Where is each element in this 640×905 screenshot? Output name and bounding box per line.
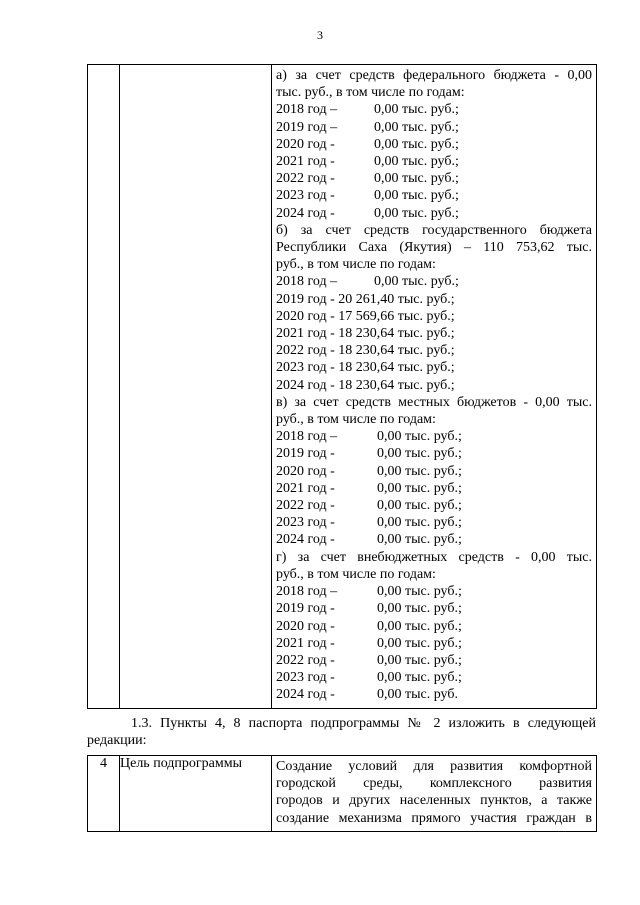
funding-year-row [276, 428, 592, 445]
year-amount: 0,00 тыс. руб.; [377, 429, 462, 445]
year-amount: 0,00 тыс. руб.; [377, 635, 462, 651]
goal-label: Цель подпрограммы [120, 756, 272, 832]
funding-year-row [276, 531, 592, 548]
funding-year-row [276, 635, 592, 652]
funding-year-row [276, 618, 592, 635]
year-label: 2024 год - 18 230,64 тыс. руб.; [276, 377, 455, 393]
subprogram-goal-table [87, 755, 597, 832]
year-amount: 0,00 тыс. руб.; [374, 171, 459, 187]
funding-year-row [276, 342, 592, 359]
funding-year-row [276, 600, 592, 617]
funding-year-row [276, 445, 592, 462]
year-label: 2018 год – [276, 429, 338, 445]
paragraph-line-2: редакции: [87, 733, 147, 749]
funding-header-line: а) за счет средств федерального бюджета - 0,00 [276, 68, 592, 83]
year-label: 2021 год - 18 230,64 тыс. руб.; [276, 326, 455, 342]
funding-year-row [276, 101, 592, 118]
amendment-paragraph [87, 715, 596, 749]
year-label: 2021 год - [276, 635, 335, 651]
year-label: 2020 год - [276, 618, 335, 634]
funding-year-row [276, 325, 592, 342]
number-cell [88, 65, 120, 709]
funding-year-row [276, 308, 592, 325]
year-label: 2024 год - [276, 687, 335, 703]
goal-text-cell [272, 756, 597, 832]
year-label: 2023 год - [276, 188, 335, 204]
year-amount: 0,00 тыс. руб.; [377, 601, 462, 617]
funding-details [272, 65, 596, 708]
year-amount: 0,00 тыс. руб.; [377, 618, 462, 634]
year-label: 2024 год - [276, 532, 335, 548]
goal-text-line: городов и других населенных пунктов, а также [276, 793, 592, 809]
funding-year-row [276, 136, 592, 153]
year-label: 2023 год - [276, 515, 335, 531]
year-label: 2022 год - [276, 171, 335, 187]
year-amount: 0,00 тыс. руб.; [377, 446, 462, 462]
year-label: 2018 год – [276, 102, 338, 118]
year-amount: 0,00 тыс. руб.; [377, 532, 462, 548]
goal-text-line: Создание условий для развития комфортной [276, 759, 592, 774]
year-amount: 0,00 тыс. руб.; [377, 480, 462, 496]
year-label: 2019 год - [276, 601, 335, 617]
funding-year-row [276, 463, 592, 480]
funding-year-row [276, 291, 592, 308]
year-amount: 0,00 тыс. руб.; [377, 670, 462, 686]
year-amount: 0,00 тыс. руб. [377, 687, 458, 703]
page-number: 3 [317, 28, 323, 42]
funding-header-line: руб., в том числе по годам: [276, 412, 436, 428]
funding-year-row [276, 119, 592, 136]
funding-header-line: б) за счет средств государственного бюджета [276, 222, 592, 238]
funding-year-row [276, 497, 592, 514]
year-label: 2023 год - 18 230,64 тыс. руб.; [276, 360, 455, 376]
item-number: 4 [88, 756, 120, 832]
funding-header-line: Республики Саха (Якутия) – 110 753,62 тыс. [276, 240, 592, 256]
funding-table [87, 64, 597, 709]
funding-year-row [276, 583, 592, 600]
year-amount: 0,00 тыс. руб.; [374, 274, 459, 290]
year-amount: 0,00 тыс. руб.; [377, 463, 462, 479]
year-label: 2019 год – [276, 119, 338, 135]
funding-year-row [276, 669, 592, 686]
year-label: 2018 год – [276, 584, 338, 600]
year-label: 2020 год - 17 569,66 тыс. руб.; [276, 308, 455, 324]
year-label: 2023 год - [276, 670, 335, 686]
year-amount: 0,00 тыс. руб.; [374, 205, 459, 221]
year-label: 2021 год - [276, 154, 335, 170]
year-amount: 0,00 тыс. руб.; [377, 652, 462, 668]
goal-text-line: создание механизма прямого участия граждан в [276, 810, 592, 826]
year-amount: 0,00 тыс. руб.; [377, 515, 462, 531]
funding-header-line: г) за счет внебюджетных средств - 0,00 тыс. [276, 549, 592, 565]
funding-header-line: руб., в том числе по годам: [276, 257, 436, 273]
year-label: 2018 год – [276, 274, 338, 290]
goal-text-line: городской среды, комплексного развития [276, 776, 592, 792]
funding-header-line: в) за счет средств местных бюджетов - 0,00 тыс. [276, 394, 592, 410]
year-amount: 0,00 тыс. руб.; [377, 498, 462, 514]
funding-year-row [276, 377, 592, 394]
funding-year-row [276, 514, 592, 531]
year-label: 2019 год - 20 261,40 тыс. руб.; [276, 291, 455, 307]
funding-details-cell [272, 65, 597, 709]
funding-year-row [276, 170, 592, 187]
year-label: 2019 год - [276, 446, 335, 462]
funding-year-row [276, 359, 592, 376]
year-amount: 0,00 тыс. руб.; [374, 136, 459, 152]
year-label: 2022 год - [276, 498, 335, 514]
year-label: 2022 год - [276, 652, 335, 668]
funding-year-row [276, 153, 592, 170]
year-label: 2021 год - [276, 480, 335, 496]
year-label: 2020 год - [276, 463, 335, 479]
funding-year-row [276, 480, 592, 497]
year-amount: 0,00 тыс. руб.; [377, 584, 462, 600]
label-cell [120, 65, 272, 709]
funding-year-row [276, 273, 592, 290]
funding-header-line: руб., в том числе по годам: [276, 566, 436, 582]
year-label: 2022 год - 18 230,64 тыс. руб.; [276, 343, 455, 359]
year-label: 2024 год - [276, 205, 335, 221]
paragraph-line-1: 1.3. Пункты 4, 8 паспорта подпрограммы № 2 изложить в следующей [131, 716, 596, 731]
funding-year-row [276, 187, 592, 204]
funding-year-row [276, 205, 592, 222]
year-amount: 0,00 тыс. руб.; [374, 154, 459, 170]
year-amount: 0,00 тыс. руб.; [374, 102, 459, 118]
year-amount: 0,00 тыс. руб.; [374, 119, 459, 135]
goal-text [272, 756, 596, 831]
funding-year-row [276, 686, 592, 703]
funding-header-line: тыс. руб., в том числе по годам: [276, 85, 465, 101]
year-amount: 0,00 тыс. руб.; [374, 188, 459, 204]
funding-year-row [276, 652, 592, 669]
year-label: 2020 год - [276, 136, 335, 152]
